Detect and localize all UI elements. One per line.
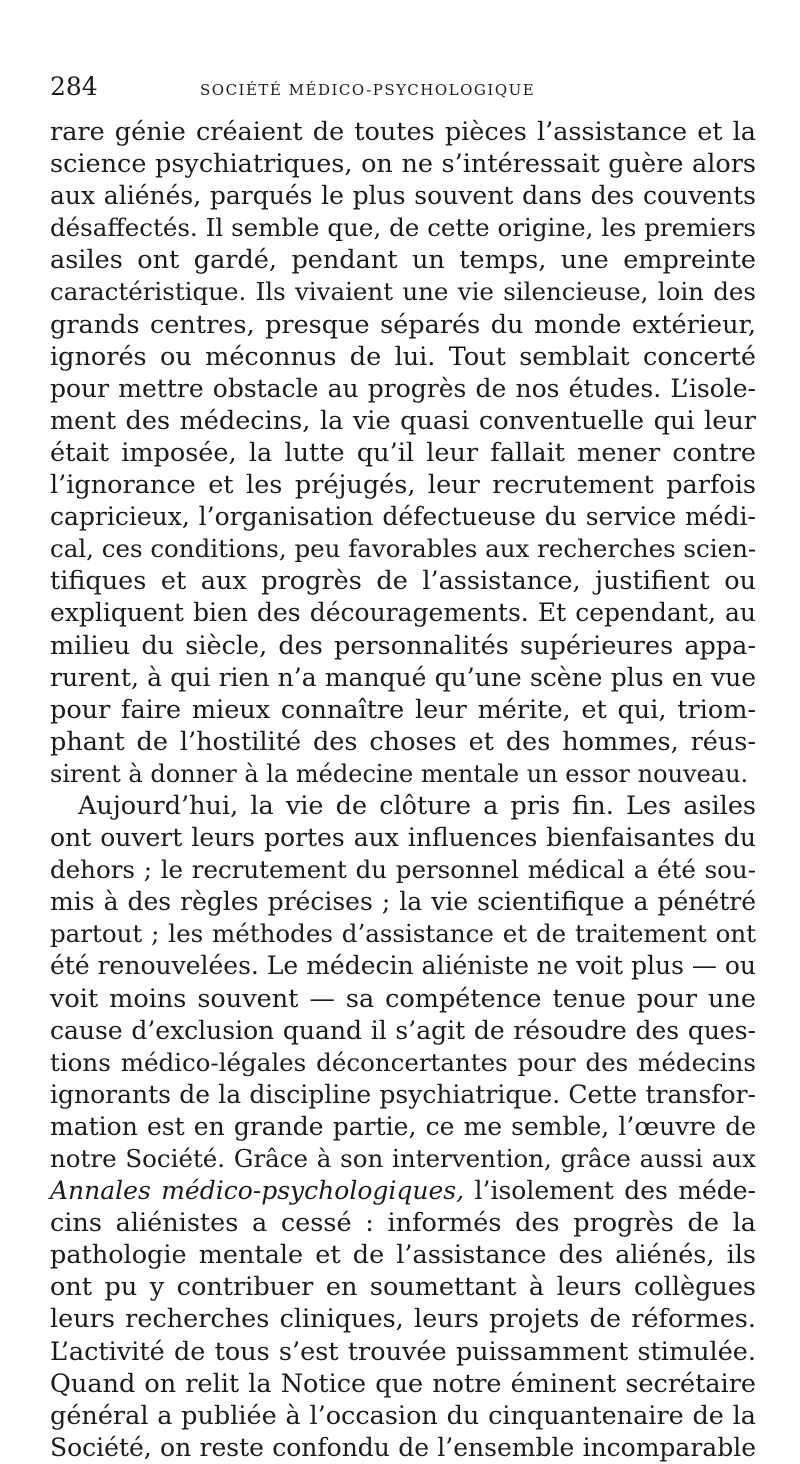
page-number: 284 (50, 72, 98, 101)
text-line: ignorants de la discipline psychiatrique. Cette transfor- (50, 1079, 756, 1109)
text-line: expliquent bien des découragements. Et cependant, au (50, 598, 756, 628)
text-line: ignorés ou méconnus de lui. Tout semblait concerté (50, 341, 756, 372)
page-header (50, 72, 756, 108)
text-line: cause d’exclusion quand il s’agit de résoudre des ques- (50, 1015, 756, 1045)
journal-title: Annales médico-psychologiques, (50, 1176, 465, 1206)
text-line: milieu du siècle, des personnalités supérieures appa- (50, 630, 756, 661)
text-line: ont ouvert leurs portes aux influences bienfaisantes du (50, 823, 756, 853)
text-line: capricieux, l’organisation défectueuse du service médi- (50, 502, 756, 532)
text-line: pathologie mentale et de l’assistance des aliénés, ils (50, 1240, 756, 1271)
text-line-tail: l’isolement des méde- (474, 1176, 757, 1206)
text-line: dehors ; le recrutement du personnel médical a été sou- (50, 855, 756, 885)
text-line: sirent à donner à la médecine mentale un essor nouveau. (50, 759, 749, 788)
text-line: partout ; les méthodes d’assistance et de traitement ont (50, 919, 756, 949)
text-line: ont pu y contribuer en soumettant à leurs collègues (50, 1272, 756, 1303)
body-text (50, 116, 756, 1464)
text-line: cins aliénistes a cessé : informés des progrès de la (50, 1208, 756, 1239)
text-line: tions médico-légales déconcertantes pour des médecins (50, 1047, 756, 1077)
text-line: Quand on relit la Notice que notre éminent secrétaire (50, 1368, 756, 1399)
text-line: L’activité de tous s’est trouvée puissamment stimulée. (50, 1336, 756, 1367)
text-line: rurent, à qui rien n’a manqué qu’une scène plus en vue (50, 662, 756, 692)
text-line: ment des médecins, la vie quasi conventuelle qui leur (50, 405, 756, 436)
text-line: asiles ont gardé, pendant un temps, une empreinte (50, 245, 756, 276)
text-line: désaffectés. Il semble que, de cette origine, les premiers (50, 213, 756, 243)
text-line: était imposée, la lutte qu’il leur fallait mener contre (50, 437, 756, 468)
text-line: aux aliénés, parqués le plus souvent dans des couvents (50, 181, 756, 211)
text-line: général a publiée à l’occasion du cinquantenaire de la (50, 1400, 756, 1431)
text-line: Société, on reste confondu de l’ensemble incomparable (50, 1432, 756, 1462)
text-line: Aujourd’hui, la vie de clôture a pris fin. Les asiles (78, 790, 756, 821)
running-head: SOCIÉTÉ MÉDICO-PSYCHOLOGIQUE (200, 81, 536, 99)
text-line: pour faire mieux connaître leur mérite, et qui, triom- (50, 694, 756, 725)
text-line: mis à des règles précises ; la vie scientifique a pénétré (50, 887, 756, 917)
text-line: voit moins souvent — sa compétence tenue pour une (50, 983, 756, 1014)
text-line: caractéristique. Ils vivaient une vie silencieuse, loin des (50, 277, 756, 307)
text-line: science psychiatriques, on ne s’intéressait guère alors (50, 149, 756, 180)
text-line: phant de l’hostilité des choses et des hommes, réus- (50, 726, 756, 757)
text-line: rare génie créaient de toutes pièces l’assistance et la (50, 117, 756, 147)
text-line: notre Société. Grâce à son intervention, grâce aussi aux (50, 1144, 756, 1173)
text-line: été renouvelées. Le médecin aliéniste ne voit plus — ou (50, 951, 756, 981)
text-line-with-title (50, 1175, 756, 1207)
text-line: pour mettre obstacle au progrès de nos études. L’isole- (50, 373, 756, 403)
text-line: tifiques et aux progrès de l’assistance, justifient ou (50, 566, 756, 597)
text-line: mation est en grande partie, ce me semble, l’œuvre de (50, 1111, 756, 1141)
text-line: cal, ces conditions, peu favorables aux recherches scien- (50, 534, 757, 564)
text-line: leurs recherches cliniques, leurs projets de réformes. (50, 1304, 756, 1335)
text-line: grands centres, presque séparés du monde extérieur, (50, 309, 756, 340)
text-line: l’ignorance et les préjugés, leur recrutement parfois (50, 470, 756, 501)
